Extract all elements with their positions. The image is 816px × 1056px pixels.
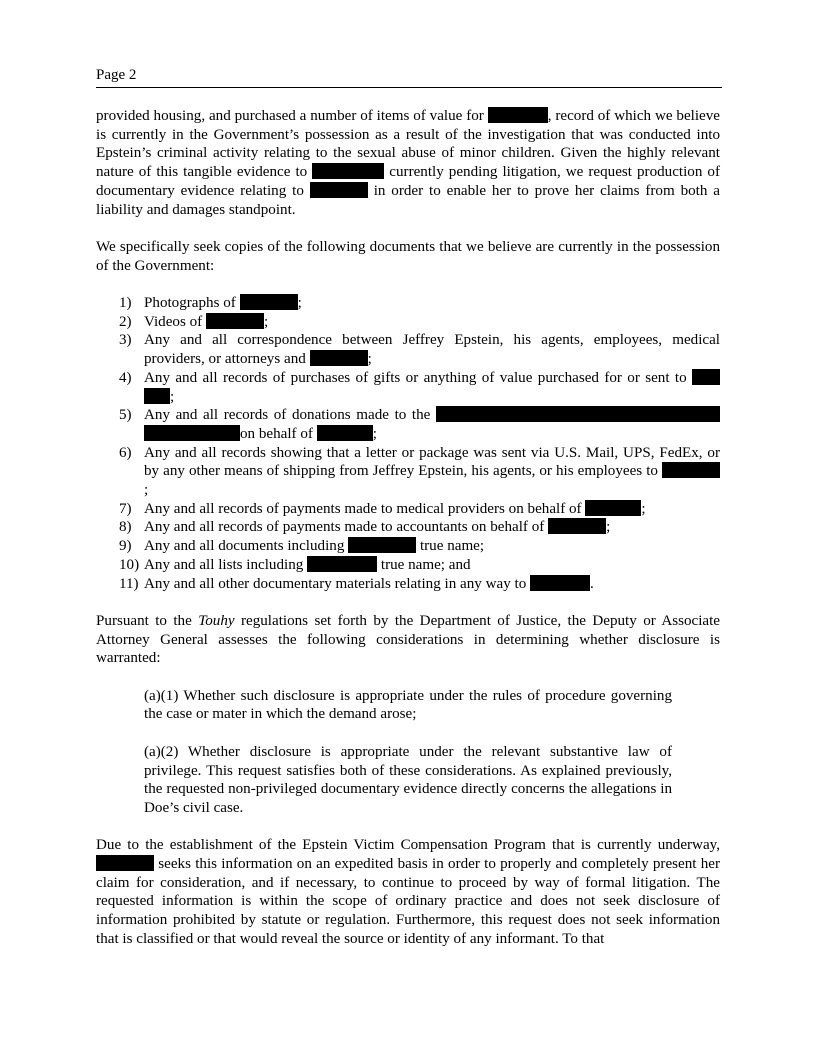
paragraph-request: We specifically seek copies of the following documents that we believe are currently in the possession of the Government: xyxy=(96,238,720,274)
text: ; xyxy=(297,295,302,311)
paragraph-compensation xyxy=(96,836,720,948)
list-item xyxy=(119,575,720,594)
text: ; xyxy=(367,351,372,368)
redaction xyxy=(312,163,384,179)
list-number: 6) xyxy=(119,444,132,461)
text: ; xyxy=(263,313,269,330)
list-number: 3) xyxy=(119,332,132,349)
redaction xyxy=(310,182,368,198)
redaction xyxy=(206,313,264,329)
text: ; xyxy=(144,482,149,499)
page-number: Page 2 xyxy=(96,67,137,83)
redaction xyxy=(144,388,170,404)
text: Any and all records of payments made to accountants on behalf of xyxy=(144,519,545,536)
text: seeks this information on an expedited basis in order to properly and completely present her claim for consideration, and if necessary, to continue to proceed by way of formal litigation. The requested information is within the scope of ordinary practice and does not seek disclosure of information prohibited by statute or regulation. Furthermore, this request does not seek information that is classified or that would reveal the source or identity of any informant. To that xyxy=(96,856,720,947)
block-quote-a2: (a)(2) Whether disclosure is appropriate under the relevant substantive law of privilege. This request satisfies both of these considerations. As explained previously, the requested non-privileged documentary evidence directly concerns the allegations in Doe’s civil case. xyxy=(144,743,672,816)
text: in order to enable her to prove her claims from both a liability and damages standpoint. xyxy=(96,182,720,218)
list-item xyxy=(119,294,720,313)
list-item xyxy=(119,537,720,556)
list-item xyxy=(119,331,720,368)
text: Photographs of xyxy=(144,295,236,311)
list-item xyxy=(119,444,720,500)
text: provided housing, and purchased a number of items of value for xyxy=(96,108,484,124)
list-item xyxy=(119,313,720,332)
redaction xyxy=(585,500,641,516)
page-header xyxy=(96,66,722,88)
text: Videos of xyxy=(144,313,203,330)
list-item xyxy=(119,369,720,406)
paragraph-housing xyxy=(96,107,720,219)
text: ; xyxy=(372,425,377,442)
redaction xyxy=(307,556,377,572)
redaction xyxy=(348,537,416,553)
redaction xyxy=(662,462,720,478)
italic-text: Touhy xyxy=(198,612,235,629)
text: ; xyxy=(641,500,646,517)
redaction xyxy=(692,369,720,385)
text: Any and all records showing that a letter or package was sent via U.S. Mail, UPS, FedEx, or by any other means of shipping from Jeffrey Epstein, his agents, or his employees to xyxy=(144,444,720,480)
list-number: 9) xyxy=(119,538,132,555)
redaction xyxy=(96,855,154,871)
list-number: 10) xyxy=(119,556,140,573)
list-item xyxy=(119,518,720,537)
redaction xyxy=(436,406,720,422)
document-request-list xyxy=(96,294,720,593)
redaction xyxy=(317,425,373,441)
redaction xyxy=(548,518,606,534)
text: Any and all lists including xyxy=(144,556,304,573)
redaction xyxy=(488,107,548,123)
list-number: 7) xyxy=(119,500,132,517)
redaction xyxy=(530,575,590,591)
text: true name; xyxy=(419,538,485,555)
text: , record of which we believe is currently in the Government’s possession as a result of the investigation that was conducted into Epstein’s criminal activity relating to the sexual abuse of minor children. Given the highly relevant nature of this tangible evidence to xyxy=(96,108,720,181)
text: currently pending litigation, we request production of documentary evidence relating to xyxy=(96,164,720,199)
redaction xyxy=(310,350,368,366)
list-number: 1) xyxy=(119,295,132,311)
list-number: 5) xyxy=(119,407,132,424)
text: true name; and xyxy=(380,556,471,573)
block-quote-a1: (a)(1) Whether such disclosure is appropriate under the rules of procedure governing the case or mater in which the demand arose; xyxy=(144,687,672,723)
redaction xyxy=(144,425,240,441)
text: Pursuant to the xyxy=(96,612,192,629)
text: ; xyxy=(170,388,175,405)
letter-body xyxy=(96,107,720,949)
list-number: 4) xyxy=(119,369,132,386)
text: Due to the establishment of the Epstein Victim Compensation Program that is currently underway, xyxy=(96,837,720,854)
text: . xyxy=(590,575,594,592)
text: regulations set forth by the Department of Justice, the Deputy or Associate Attorney General assesses the following considerations in determining whether disclosure is warranted: xyxy=(96,612,721,667)
list-item xyxy=(119,500,720,519)
text: Any and all records of purchases of gifts or anything of value purchased for or sent to xyxy=(144,369,687,386)
text: on behalf of xyxy=(240,425,313,442)
list-number: 8) xyxy=(119,519,132,536)
text: Any and all other documentary materials relating in any way to xyxy=(144,575,527,592)
text: Any and all records of payments made to medical providers on behalf of xyxy=(144,500,582,517)
list-number: 2) xyxy=(119,313,132,330)
text: Any and all correspondence between Jeffrey Epstein, his agents, employees, medical providers, or attorneys and xyxy=(144,332,720,368)
text: Any and all documents including xyxy=(144,538,345,555)
text: Any and all records of donations made to the xyxy=(144,407,431,424)
redaction xyxy=(240,294,298,310)
list-item xyxy=(119,556,720,575)
paragraph-touhy xyxy=(96,612,720,668)
text: ; xyxy=(606,519,611,536)
list-item xyxy=(119,406,720,443)
list-number: 11) xyxy=(119,575,139,592)
